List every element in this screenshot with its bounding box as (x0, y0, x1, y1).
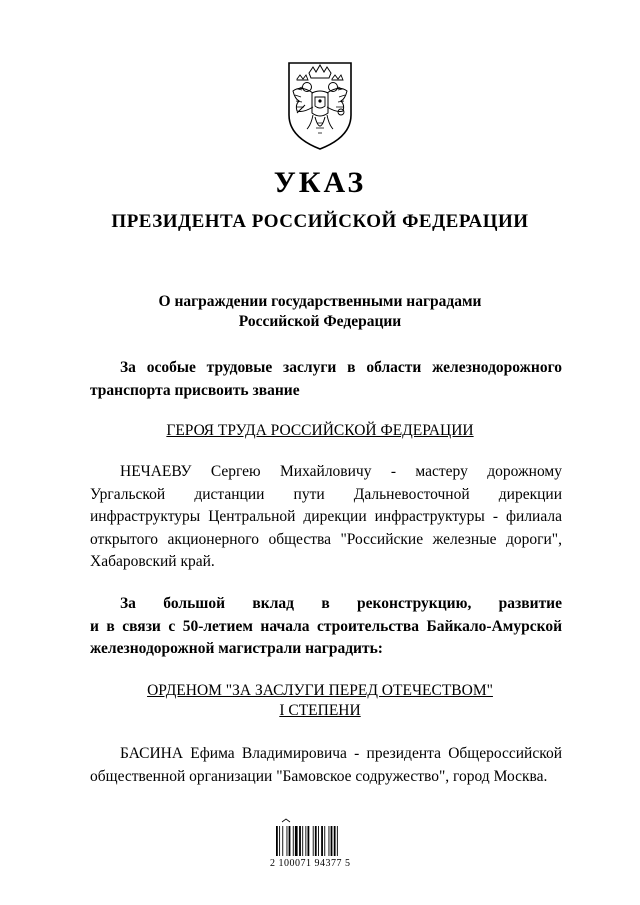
barcode (270, 818, 370, 874)
section1-intro-line: транспорта присвоить звание (90, 381, 300, 399)
section1-recipient (90, 461, 562, 574)
section1-intro (90, 357, 562, 402)
section2-intro-line: За большой вклад в реконструкцию, развитие (120, 595, 562, 612)
recipient-line: инфраструктуры Центральной дирекции инфраструктуры - филиала (90, 508, 562, 525)
recipient-line: БАСИНА Ефима Владимировича - президента Общероссийской (120, 745, 562, 762)
section2-intro-line: и в связи с 50-летием начала строительства Байкало-Амурской (90, 617, 562, 635)
decree-subject-line: Российской Федерации (238, 313, 402, 330)
recipient-line: Ургальской дистанции пути Дальневосточной дирекции (90, 485, 562, 503)
section2-intro-line: железнодорожной магистрали наградить: (90, 640, 383, 657)
recipient-line: открытого акционерного общества "Российские железные дороги", (90, 530, 562, 548)
recipient-line: Хабаровский край. (90, 553, 215, 570)
document-subtitle: ПРЕЗИДЕНТА РОССИЙСКОЙ ФЕДЕРАЦИИ (111, 211, 529, 232)
section2-intro (90, 593, 562, 661)
order-of-merit-award-title (0, 681, 640, 721)
barcode-number: 2 100071 94377 5 (270, 858, 351, 869)
decree-subject (0, 292, 640, 332)
recipient-line: НЕЧАЕВУ Сергею Михайловичу - мастеру дорожному (120, 463, 562, 480)
russian-coat-of-arms-icon (283, 55, 357, 151)
order-title-line: ОРДЕНОМ "ЗА ЗАСЛУГИ ПЕРЕД ОТЕЧЕСТВОМ" (147, 682, 493, 699)
section1-intro-line: За особые трудовые заслуги в области железнодорожного (120, 359, 562, 376)
document-title: УКАЗ (273, 166, 367, 199)
decree-subject-line: О награждении государственными наградами (158, 293, 482, 310)
order-degree-line: I СТЕПЕНИ (279, 702, 361, 719)
hero-of-labour-award-title: ГЕРОЯ ТРУДА РОССИЙСКОЙ ФЕДЕРАЦИИ (166, 422, 474, 439)
recipient-line: общественной организации "Бамовское содружество", город Москва. (90, 767, 548, 785)
section2-recipient (90, 743, 562, 788)
barcode-icon (270, 818, 370, 858)
